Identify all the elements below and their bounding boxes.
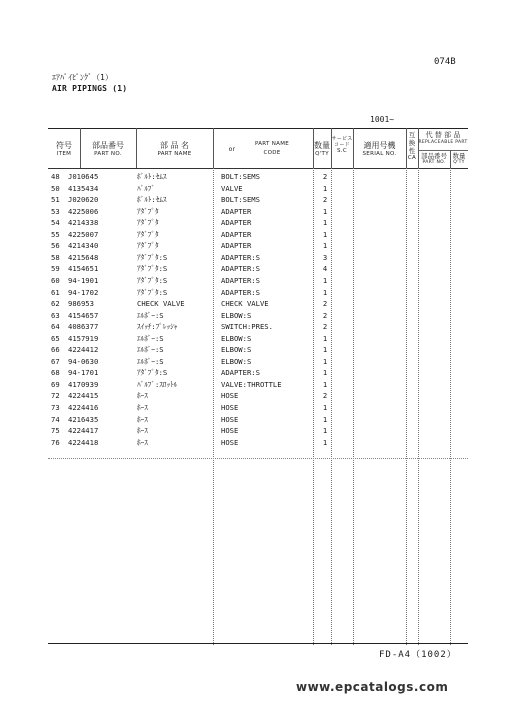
part-name-code: SWITCH:PRES.	[221, 322, 273, 332]
part-name-code: ELBOW:S	[221, 345, 252, 355]
part-number: 986953	[68, 299, 94, 309]
table-row	[48, 194, 468, 206]
quantity: 2	[322, 310, 328, 320]
table-row	[48, 402, 468, 414]
part-number: 4224415	[68, 391, 99, 401]
quantity: 1	[322, 218, 328, 228]
part-name-code: HOSE	[221, 426, 239, 436]
item-number: 73	[51, 403, 60, 412]
part-number: J010645	[68, 172, 99, 181]
part-name-jp: ﾎﾞﾙﾄ:ｾﾑｽ	[137, 195, 167, 205]
col-header-replace-part-no: 部品番号 PART NO.	[421, 152, 447, 165]
part-name-jp: CHECK VALVE	[137, 299, 185, 309]
col-header-or: or	[228, 146, 236, 153]
part-name-jp: ｴﾙﾎﾞｰ:S	[137, 310, 164, 320]
part-name-code: BOLT:SEMS	[221, 172, 260, 181]
part-number: 4224418	[68, 437, 99, 447]
quantity: 2	[322, 299, 328, 309]
item-number: 72	[51, 391, 60, 401]
item-number: 60	[51, 275, 60, 285]
table-row	[48, 287, 468, 299]
part-number: 4154651	[68, 264, 99, 274]
table-row	[48, 390, 468, 402]
part-name-code: HOSE	[221, 403, 239, 412]
quantity: 1	[322, 287, 328, 297]
col-header-part-no: 部品番号 PART NO.	[92, 141, 124, 157]
part-number: J020620	[68, 195, 99, 205]
part-name-code: BOLT:SEMS	[221, 195, 260, 205]
quantity: 2	[322, 195, 328, 205]
col-header-serial-no: 適用号機 SERIAL NO.	[362, 141, 397, 157]
quantity: 1	[322, 275, 328, 285]
part-number: 94-1702	[68, 287, 99, 297]
part-number: 4170939	[68, 379, 99, 389]
table-row	[48, 356, 468, 368]
part-name-jp: ｽｲｯﾁ:ﾌﾟﾚｯｼｬ	[137, 322, 178, 332]
table-row	[48, 240, 468, 252]
part-name-code: CHECK VALVE	[221, 299, 269, 309]
part-number: 4224417	[68, 426, 99, 436]
part-name-jp: ｱﾀﾞﾌﾟﾀ	[137, 241, 159, 251]
quantity: 1	[322, 333, 328, 343]
quantity: 1	[322, 241, 328, 251]
part-name-jp: ｱﾀﾞﾌﾟﾀ:S	[137, 368, 168, 378]
table-row	[48, 171, 468, 183]
item-number: 53	[51, 206, 60, 216]
part-number: 4214340	[68, 241, 99, 251]
item-number: 62	[51, 299, 60, 309]
part-name-code: ADAPTER:S	[221, 368, 260, 378]
quantity: 1	[322, 345, 328, 355]
table-row	[48, 437, 468, 449]
part-number: 94-1901	[68, 275, 99, 285]
item-number: 61	[51, 287, 60, 297]
col-header-code: PART NAME CODE	[254, 141, 290, 156]
part-name-code: ADAPTER:S	[221, 264, 260, 274]
part-number: 4214338	[68, 218, 99, 228]
table-row	[48, 425, 468, 437]
part-name-jp: ﾎｰｽ	[137, 391, 148, 401]
col-header-item: 符号 ITEM	[56, 141, 72, 157]
item-number: 69	[51, 379, 60, 389]
quantity: 1	[322, 368, 328, 378]
quantity: 1	[322, 379, 328, 389]
table-row	[48, 333, 468, 345]
part-number: 94-0630	[68, 356, 99, 366]
part-name-code: ADAPTER	[221, 229, 252, 239]
part-name-jp: ｱﾀﾞﾌﾟﾀ:S	[137, 287, 168, 297]
part-name-code: ADAPTER	[221, 241, 252, 251]
col-header-service-code: サービスコード S.C	[331, 136, 353, 154]
quantity: 1	[322, 206, 328, 216]
part-name-jp: ﾊﾞﾙﾌﾞ:ｽﾛｯﾄﾙ	[137, 379, 178, 389]
part-name-jp: ｱﾀﾞﾌﾟﾀ	[137, 229, 159, 239]
serial-range: 1001~	[370, 115, 395, 124]
part-name-code: HOSE	[221, 391, 239, 401]
quantity: 2	[322, 391, 328, 401]
part-number: 4225006	[68, 206, 99, 216]
item-number: 48	[51, 172, 60, 181]
section-title: AIR PIPINGS (1)	[52, 84, 128, 93]
part-name-code: ADAPTER	[221, 206, 252, 216]
quantity: 1	[322, 403, 328, 412]
quantity: 2	[322, 172, 328, 181]
item-number: 76	[51, 437, 60, 447]
quantity: 2	[322, 322, 328, 332]
item-number: 54	[51, 218, 60, 228]
watermark: www.epcatalogs.com	[296, 680, 449, 694]
part-number: 4215648	[68, 252, 99, 262]
col-header-part-name: 部 品 名 PART NAME	[157, 141, 192, 157]
table-row	[48, 310, 468, 322]
quantity: 1	[322, 426, 328, 436]
table-row	[48, 379, 468, 391]
part-name-jp: ﾎﾞﾙﾄ:ｾﾑｽ	[137, 172, 167, 181]
part-name-code: HOSE	[221, 437, 239, 447]
item-number: 59	[51, 264, 60, 274]
part-name-code: ELBOW:S	[221, 333, 252, 343]
item-number: 58	[51, 252, 60, 262]
part-name-code: VALVE	[221, 183, 243, 193]
item-number: 55	[51, 229, 60, 239]
part-name-jp: ｱﾀﾞﾌﾟﾀ:S	[137, 275, 168, 285]
col-header-replaceable: 代 替 部 品 REPLACEABLE PART	[418, 131, 468, 145]
part-number: 4225007	[68, 229, 99, 239]
part-name-jp: ｴﾙﾎﾞｰ:S	[137, 356, 164, 366]
quantity: 3	[322, 252, 328, 262]
table-row	[48, 298, 468, 310]
part-number: 4157919	[68, 333, 99, 343]
section-title-jp: ｴｱﾊﾟｲﾋﾟﾝｸﾞ（1）	[52, 73, 113, 82]
part-number: 4154657	[68, 310, 99, 320]
part-number: 4224416	[68, 403, 99, 412]
page-number: 074B	[434, 57, 456, 67]
table-row	[48, 229, 468, 241]
table-row	[48, 206, 468, 218]
table-row	[48, 414, 468, 426]
table-row	[48, 183, 468, 195]
document-code: FD-A4（1002）	[379, 650, 457, 660]
table-row	[48, 367, 468, 379]
part-number: 4224412	[68, 345, 99, 355]
item-number: 75	[51, 426, 60, 436]
part-name-code: ADAPTER:S	[221, 275, 260, 285]
table-row	[48, 321, 468, 333]
part-name-jp: ｱﾀﾞﾌﾟﾀ:S	[137, 264, 168, 274]
table-row	[48, 217, 468, 229]
item-number: 68	[51, 368, 60, 378]
part-name-jp: ﾎｰｽ	[137, 403, 148, 412]
part-name-code: ADAPTER	[221, 218, 252, 228]
part-name-jp: ｱﾀﾞﾌﾟﾀ:S	[137, 252, 168, 262]
quantity: 1	[322, 437, 328, 447]
part-name-code: ADAPTER:S	[221, 252, 260, 262]
item-number: 51	[51, 195, 60, 205]
quantity: 4	[322, 264, 328, 274]
quantity: 1	[322, 414, 328, 424]
item-number: 66	[51, 345, 60, 355]
quantity: 1	[322, 356, 328, 366]
item-number: 64	[51, 322, 60, 332]
item-number: 50	[51, 183, 60, 193]
part-number: 4086377	[68, 322, 99, 332]
table-row	[48, 275, 468, 287]
item-number: 67	[51, 356, 60, 366]
quantity: 1	[322, 183, 328, 193]
part-name-jp: ｱﾀﾞﾌﾟﾀ	[137, 206, 159, 216]
item-number: 63	[51, 310, 60, 320]
part-name-code: VALVE:THROTTLE	[221, 379, 282, 389]
item-number: 56	[51, 241, 60, 251]
table-row	[48, 344, 468, 356]
part-name-code: ADAPTER:S	[221, 287, 260, 297]
part-name-jp: ｴﾙﾎﾞｰ:S	[137, 345, 164, 355]
quantity: 1	[322, 229, 328, 239]
part-name-jp: ｴﾙﾎﾞｰ:S	[137, 333, 164, 343]
part-name-code: HOSE	[221, 414, 239, 424]
part-name-jp: ﾎｰｽ	[137, 426, 148, 436]
table-row	[48, 263, 468, 275]
col-header-interchange: 互換性 CA	[407, 131, 417, 161]
part-number: 94-1701	[68, 368, 99, 378]
part-name-code: ELBOW:S	[221, 356, 252, 366]
item-number: 74	[51, 414, 60, 424]
col-header-qty: 数量 Q'TY	[314, 141, 330, 157]
part-name-jp: ﾎｰｽ	[137, 437, 148, 447]
part-name-jp: ﾊﾞﾙﾌﾞ	[137, 183, 155, 193]
part-name-jp: ﾎｰｽ	[137, 414, 148, 424]
col-header-replace-qty: 数量 Q'TY	[452, 152, 466, 165]
part-number: 4216435	[68, 414, 99, 424]
part-name-code: ELBOW:S	[221, 310, 252, 320]
table-row	[48, 252, 468, 264]
item-number: 65	[51, 333, 60, 343]
part-name-jp: ｱﾀﾞﾌﾟﾀ	[137, 218, 159, 228]
part-number: 4135434	[68, 183, 99, 193]
